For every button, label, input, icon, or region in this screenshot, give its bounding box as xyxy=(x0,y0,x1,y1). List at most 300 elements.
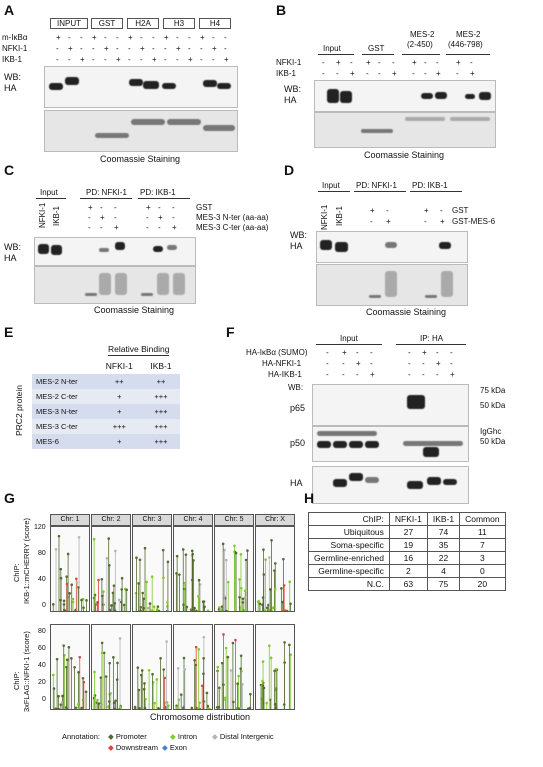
band xyxy=(333,441,347,448)
peak-point xyxy=(262,684,265,687)
peak-point xyxy=(230,669,233,672)
e-row-name: MES-3 C-ter xyxy=(32,419,97,434)
table-row xyxy=(309,578,506,591)
band xyxy=(425,295,437,298)
c-wb-label: WB: xyxy=(4,242,21,252)
peak-point xyxy=(197,595,200,598)
peak-point xyxy=(283,584,286,587)
lollipop-svg xyxy=(133,625,171,709)
peak-point xyxy=(96,699,99,702)
e-title: Relative Binding xyxy=(108,344,170,354)
e-row-val: ++ xyxy=(97,374,142,389)
peak-point xyxy=(68,646,71,649)
band xyxy=(365,441,379,448)
h-cell: 4 xyxy=(427,565,459,578)
sign: + xyxy=(146,203,151,212)
legend-label: Intron xyxy=(177,732,198,741)
facet-plot xyxy=(132,526,172,612)
peak-point xyxy=(289,602,292,605)
lollipop-svg xyxy=(51,625,89,709)
sign: - xyxy=(116,44,119,53)
sign: - xyxy=(392,58,395,67)
e-side-label: PRC2 protein xyxy=(14,384,24,436)
peak-point xyxy=(232,701,235,704)
peak-point xyxy=(94,694,97,697)
sign: - xyxy=(68,55,71,64)
sign: - xyxy=(104,55,107,64)
peak-point xyxy=(114,550,117,553)
peak-point xyxy=(262,596,265,599)
peak-point xyxy=(166,701,169,704)
sign: + xyxy=(116,55,121,64)
band xyxy=(115,242,125,250)
sign: - xyxy=(172,203,175,212)
peak-point xyxy=(97,579,100,582)
f-blot-ha-label: HA xyxy=(290,478,303,488)
facet-plot xyxy=(91,526,131,612)
peak-point xyxy=(142,607,145,610)
band xyxy=(95,133,129,138)
band xyxy=(327,89,339,103)
peak-point xyxy=(201,684,204,687)
sign: + xyxy=(104,44,109,53)
peak-point xyxy=(141,669,144,672)
c-ha-label: HA xyxy=(4,253,17,263)
sign: + xyxy=(100,213,105,222)
peak-point xyxy=(106,557,109,560)
sign: - xyxy=(322,58,325,67)
peak-point xyxy=(191,707,194,709)
peak-point xyxy=(207,705,210,708)
b-lane-gst: GST xyxy=(368,44,385,53)
band xyxy=(167,245,177,250)
peak-point xyxy=(123,604,126,607)
e-row-val: +++ xyxy=(142,419,180,434)
lollipop-svg xyxy=(215,625,253,709)
peak-point xyxy=(73,666,76,669)
peak-point xyxy=(162,549,165,552)
band xyxy=(340,91,352,103)
sign: + xyxy=(212,44,217,53)
legend-downstream xyxy=(108,743,158,752)
f-marker-50b: 50 kDa xyxy=(480,437,506,446)
band xyxy=(49,83,63,90)
facet-header: Chr: 1 xyxy=(50,514,90,526)
peak-point xyxy=(70,657,73,660)
peak-point xyxy=(139,559,142,562)
peak-point xyxy=(120,706,123,709)
row-label-nfki1: NFKI-1 xyxy=(2,44,28,53)
peak-point xyxy=(98,702,101,705)
peak-point xyxy=(176,555,179,558)
sign: - xyxy=(100,203,103,212)
e-row-val: +++ xyxy=(142,434,180,449)
facet-header: Chr: 5 xyxy=(214,514,254,526)
wb-label: WB: xyxy=(4,72,21,82)
peak-point xyxy=(269,588,272,591)
peak-point xyxy=(261,680,264,683)
band xyxy=(153,246,163,252)
f-input: Input xyxy=(340,334,358,343)
peak-point xyxy=(93,671,96,674)
sign: - xyxy=(326,370,329,379)
legend-label: Exon xyxy=(169,743,187,752)
panel-d-coomassie-blot xyxy=(316,264,468,306)
peak-point xyxy=(113,584,116,587)
band xyxy=(479,92,491,100)
peak-point xyxy=(118,598,121,601)
h-cell: N.C. xyxy=(309,578,390,591)
table-row xyxy=(309,539,506,552)
peak-point xyxy=(246,549,249,552)
peak-point xyxy=(151,673,154,676)
peak-point xyxy=(227,656,230,659)
peak-point xyxy=(156,678,159,681)
peak-point xyxy=(259,602,262,605)
peak-point xyxy=(236,682,239,685)
panel-b-caption: Coomassie Staining xyxy=(363,150,445,160)
peak-point xyxy=(239,667,242,670)
d-vlabel-ikb1: IKB-1 xyxy=(335,205,344,226)
peak-point xyxy=(116,662,119,665)
h-cell: 75 xyxy=(427,578,459,591)
panel-c-wb-blot xyxy=(34,237,196,266)
peak-point xyxy=(147,607,150,610)
lollipop-svg xyxy=(133,527,171,611)
sign: - xyxy=(450,359,453,368)
peak-point xyxy=(159,657,162,660)
panel-a-caption: Coomassie Staining xyxy=(99,154,181,164)
e-row-name: MES-3 N-ter xyxy=(32,404,97,419)
panel-a-letter: A xyxy=(4,2,15,18)
diamond-icon: ◆ xyxy=(212,732,218,741)
b-lane-mes2a: MES-2 xyxy=(410,30,435,39)
d-ha-label: HA xyxy=(290,241,303,251)
peak-point xyxy=(216,666,219,669)
sign: + xyxy=(456,58,461,67)
peak-point xyxy=(105,675,108,678)
peak-point xyxy=(257,600,260,603)
peak-point xyxy=(77,671,80,674)
sign: - xyxy=(80,33,83,42)
h-cell: Germline-enriched xyxy=(309,552,390,565)
g-ytick: 20 xyxy=(38,679,46,686)
band xyxy=(317,441,331,448)
sign: - xyxy=(412,69,415,78)
peak-point xyxy=(135,592,138,595)
sign: - xyxy=(146,223,149,232)
table-row xyxy=(309,526,506,539)
h-cell: 27 xyxy=(389,526,427,539)
g-ylabel1-b: IKB-1::mCHERRY (score) xyxy=(22,518,31,604)
peak-point xyxy=(143,682,146,685)
d-sign: - xyxy=(440,206,443,215)
sign: + xyxy=(356,359,361,368)
peak-point xyxy=(182,548,185,551)
h-header: Common xyxy=(460,513,505,526)
e-row-val: + xyxy=(97,434,142,449)
f-marker-igghc: IgGhc xyxy=(480,427,502,436)
panel-a-coomassie-blot xyxy=(44,110,238,152)
c-vlabel-nfki1: NFKI-1 xyxy=(38,202,47,228)
sign: + xyxy=(152,55,157,64)
diamond-icon: ◆ xyxy=(108,732,114,741)
peak-point xyxy=(178,573,181,576)
peak-point xyxy=(144,547,147,550)
band xyxy=(51,245,62,255)
peak-point xyxy=(274,588,277,591)
peak-point xyxy=(237,675,240,678)
e-row-val: + xyxy=(97,404,142,419)
sign: - xyxy=(176,55,179,64)
g-ytick: 40 xyxy=(38,576,46,583)
h-cell: 3 xyxy=(460,552,505,565)
chip-table xyxy=(308,512,506,591)
f-blot-p65-label: p65 xyxy=(290,403,306,413)
lane-h4: H4 xyxy=(199,18,231,29)
facet-header: Chr: 2 xyxy=(91,514,131,526)
legend-intron xyxy=(170,732,197,741)
legend-label: Distal Intergenic xyxy=(219,732,274,741)
peak-point xyxy=(148,669,151,672)
peak-point xyxy=(242,597,245,600)
d-sign: - xyxy=(386,206,389,215)
facet-plot xyxy=(214,624,254,710)
peak-point xyxy=(108,662,111,665)
peak-point xyxy=(195,646,198,649)
peak-point xyxy=(141,592,144,595)
peak-point xyxy=(288,644,291,647)
sign: - xyxy=(88,213,91,222)
h-cell: Ubiquitous xyxy=(309,526,390,539)
facet-plot xyxy=(255,624,295,710)
peak-point xyxy=(145,581,148,584)
peak-point xyxy=(198,701,201,704)
band xyxy=(217,83,231,89)
sign: - xyxy=(172,213,175,222)
peak-point xyxy=(93,538,96,541)
facet-plot xyxy=(214,526,254,612)
diamond-icon: ◆ xyxy=(170,732,176,741)
facet-header: Chr: X xyxy=(255,514,295,526)
facet-plot xyxy=(50,624,90,710)
band xyxy=(385,271,397,297)
peak-point xyxy=(244,590,247,593)
sign: + xyxy=(164,33,169,42)
peak-point xyxy=(52,674,55,677)
sign: + xyxy=(140,44,145,53)
peak-point xyxy=(283,661,286,664)
sign: - xyxy=(56,44,59,53)
g-ytick: 40 xyxy=(38,662,46,669)
sign: + xyxy=(412,58,417,67)
e-row-val: + xyxy=(97,389,142,404)
band xyxy=(450,117,490,121)
band xyxy=(99,248,109,252)
b-lane-mes2b: MES-2 xyxy=(456,30,481,39)
band xyxy=(407,395,425,409)
sign: + xyxy=(470,69,475,78)
peak-point xyxy=(224,698,227,701)
g-ylabel2-b: 3xFLAG::NFKI-1 (score) xyxy=(22,631,31,712)
sign: - xyxy=(436,348,439,357)
peak-point xyxy=(236,707,239,709)
sign: - xyxy=(128,55,131,64)
h-header: IKB-1 xyxy=(427,513,459,526)
h-cell: 16 xyxy=(389,552,427,565)
facet-plot xyxy=(50,526,90,612)
peak-point xyxy=(85,690,88,693)
e-row-val: +++ xyxy=(142,404,180,419)
peak-point xyxy=(77,703,80,706)
panel-f-p50-blot xyxy=(312,426,469,462)
peak-point xyxy=(206,692,209,695)
facet-header: Chr: 4 xyxy=(173,514,213,526)
peak-point xyxy=(110,604,113,607)
peak-point xyxy=(101,642,104,645)
peak-point xyxy=(198,579,201,582)
sign: - xyxy=(88,223,91,232)
panel-c-caption: Coomassie Staining xyxy=(93,305,175,315)
peak-point xyxy=(157,707,160,709)
panel-b-coomassie-blot xyxy=(314,112,496,148)
lollipop-svg xyxy=(256,527,294,611)
band xyxy=(203,80,217,87)
band xyxy=(427,477,441,485)
sign: + xyxy=(56,33,61,42)
e-row-name: MES-6 xyxy=(32,434,97,449)
peak-point xyxy=(80,707,83,709)
peak-point xyxy=(175,572,178,575)
h-cell: 19 xyxy=(389,539,427,552)
peak-point xyxy=(242,609,245,611)
g-ylabel1-a: ChIP: xyxy=(12,563,21,582)
peak-point xyxy=(280,587,283,590)
facet-plot xyxy=(173,526,213,612)
peak-point xyxy=(94,603,97,606)
lane-h3: H3 xyxy=(163,18,195,29)
panel-a-wb-blot xyxy=(44,66,238,108)
peak-point xyxy=(85,599,88,602)
d-row-gstmes6: GST-MES-6 xyxy=(452,217,496,226)
sign: - xyxy=(212,55,215,64)
peak-point xyxy=(63,603,66,606)
peak-point xyxy=(121,577,124,580)
peak-point xyxy=(138,689,141,692)
sign: - xyxy=(56,55,59,64)
band xyxy=(407,481,423,489)
peak-point xyxy=(125,589,128,592)
h-header: NFKI-1 xyxy=(389,513,427,526)
c-pd1: PD: NFKI-1 xyxy=(86,188,127,197)
peak-point xyxy=(245,559,248,562)
peak-point xyxy=(183,582,186,585)
panel-b-wb-blot xyxy=(314,80,496,112)
band xyxy=(203,125,235,131)
peak-point xyxy=(61,701,64,704)
b-ha-label: HA xyxy=(284,95,297,105)
sign: - xyxy=(336,69,339,78)
d-pd1: PD: NFKI-1 xyxy=(356,181,397,190)
peak-point xyxy=(191,550,194,553)
peak-point xyxy=(185,553,188,556)
g-ytick: 80 xyxy=(38,628,46,635)
d-sign: + xyxy=(424,206,429,215)
peak-point xyxy=(249,693,252,696)
sign: - xyxy=(322,69,325,78)
sign: - xyxy=(356,348,359,357)
h-cell: 35 xyxy=(427,539,459,552)
panel-b-letter: B xyxy=(276,2,287,18)
sign: - xyxy=(68,33,71,42)
sign: - xyxy=(176,33,179,42)
legend-label: Downstream xyxy=(115,743,158,752)
relative-binding-table xyxy=(32,358,180,449)
f-wb-label: WB: xyxy=(288,383,304,392)
d-sign: - xyxy=(370,217,373,226)
h-cell: 22 xyxy=(427,552,459,565)
peak-point xyxy=(119,637,122,640)
peak-point xyxy=(165,640,168,643)
lollipop-svg xyxy=(92,625,130,709)
panel-c-coomassie-blot xyxy=(34,266,196,304)
sign: - xyxy=(408,359,411,368)
d-pd2: PD: IKB-1 xyxy=(412,181,448,190)
peak-point xyxy=(289,653,292,656)
peak-point xyxy=(68,592,71,595)
peak-point xyxy=(157,605,160,608)
peak-point xyxy=(60,568,63,571)
peak-point xyxy=(167,561,170,564)
sign: - xyxy=(116,33,119,42)
h-cell: 11 xyxy=(460,526,505,539)
h-cell: Germline-specific xyxy=(309,565,390,578)
band xyxy=(85,293,97,296)
b-lane-mes2b-range: (446-798) xyxy=(448,40,483,49)
sign: + xyxy=(366,58,371,67)
peak-point xyxy=(175,706,178,709)
sign: - xyxy=(342,370,345,379)
legend-distal xyxy=(212,732,274,741)
peak-point xyxy=(274,703,277,706)
peak-point xyxy=(142,598,145,601)
sign: - xyxy=(140,55,143,64)
sign: - xyxy=(212,33,215,42)
sign: + xyxy=(158,213,163,222)
peak-point xyxy=(166,601,169,604)
sign: - xyxy=(92,55,95,64)
panel-h-letter: H xyxy=(304,490,315,506)
panel-c-letter: C xyxy=(4,162,15,178)
peak-point xyxy=(193,659,196,662)
e-col-ikb1: IKB-1 xyxy=(150,361,172,371)
peak-point xyxy=(101,578,104,581)
peak-point xyxy=(234,639,237,642)
panel-f-letter: F xyxy=(226,324,235,340)
peak-point xyxy=(66,658,69,661)
peak-point xyxy=(222,633,225,636)
peak-point xyxy=(75,577,78,580)
legend-exon xyxy=(162,743,187,752)
b-row-ikb1: IKB-1 xyxy=(276,69,297,78)
peak-point xyxy=(101,652,104,655)
f-row-ikba: HA-IκBα (SUMO) xyxy=(246,348,308,357)
band xyxy=(173,273,185,295)
f-marker-75: 75 kDa xyxy=(480,386,506,395)
sign: - xyxy=(436,58,439,67)
band xyxy=(115,273,127,295)
peak-point xyxy=(268,556,271,559)
